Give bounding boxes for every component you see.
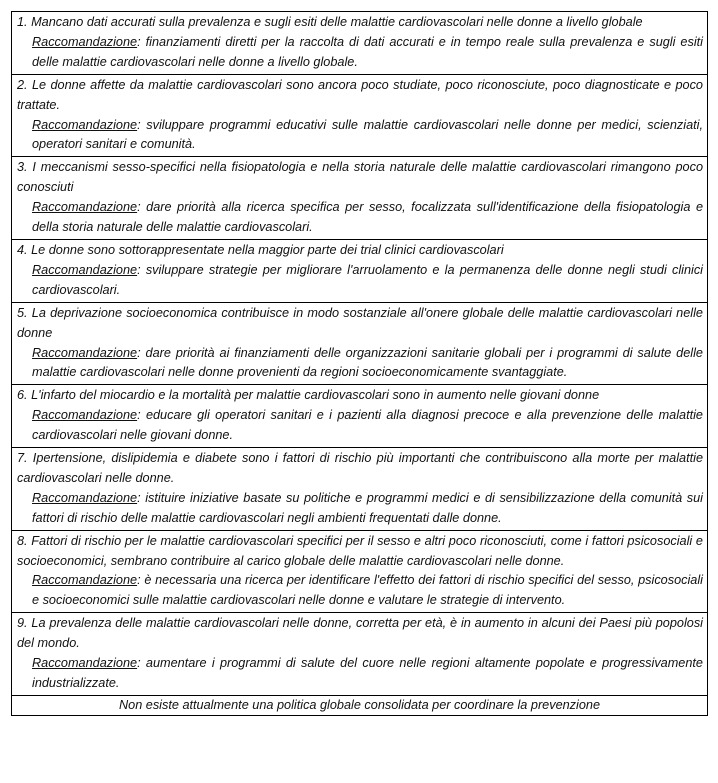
recommendation-text bbox=[17, 654, 703, 694]
recommendation-body: : dare priorità alla ricerca specifica per sesso, focalizzata sull'identificazione della fisiopatologia e della storia naturale delle malattie cardiovascolari. bbox=[32, 200, 703, 235]
finding-text: 8. Fattori di rischio per le malattie cardiovascolari specifici per il sesso e altri poco riconosciuti, come i fattori psicosociali e socioeconomici, sembrano contribuire al carico globale delle malattie cardiovascolari nelle donne. bbox=[17, 533, 703, 568]
finding-text: 6. L'infarto del miocardio e la mortalità per malattie cardiovascolari sono in aumento nelle giovani donne bbox=[17, 388, 600, 403]
table-row bbox=[12, 240, 707, 303]
finding-text: 5. La deprivazione socioeconomica contribuisce in modo sostanziale all'onere globale delle malattie cardiovascolari nelle donne bbox=[17, 305, 703, 340]
recommendation-label: Raccomandazione bbox=[32, 200, 138, 215]
recommendation-body: : educare gli operatori sanitari e i pazienti alla diagnosi precoce e alla prevenzione delle malattie cardiovascolari nelle giovani donne. bbox=[32, 408, 703, 443]
recommendation-label: Raccomandazione bbox=[32, 656, 138, 671]
table-row bbox=[12, 12, 707, 75]
recommendation-text bbox=[17, 116, 703, 156]
table-row bbox=[12, 385, 707, 448]
recommendation-body: : sviluppare programmi educativi sulle malattie cardiovascolari nelle donne per medici, scienziati, operatori sanitari e comunità. bbox=[32, 117, 703, 152]
recommendation-label: Raccomandazione bbox=[32, 117, 138, 132]
table-row bbox=[12, 75, 707, 158]
recommendation-body: : dare priorità ai finanziamenti delle organizzazioni sanitarie globali per i programmi di salute delle malattie cardiovascolari nelle donne provenienti da regioni socioeconomicamente svantaggiate. bbox=[32, 345, 703, 380]
table-row bbox=[12, 531, 707, 614]
table-footer: Non esiste attualmente una politica globale consolidata per coordinare la prevenzione bbox=[118, 697, 601, 712]
recommendations-table bbox=[11, 11, 708, 716]
recommendation-text bbox=[17, 489, 703, 529]
finding-text: 7. Ipertensione, dislipidemia e diabete sono i fattori di rischio più importanti che contribuiscono alla morte per malattie cardiovascolari nelle donne. bbox=[17, 451, 703, 485]
table-row bbox=[12, 448, 707, 531]
recommendation-body: : sviluppare strategie per migliorare l'arruolamento e la permanenza delle donne negli studi clinici cardiovascolari. bbox=[32, 262, 703, 297]
table-row bbox=[12, 157, 707, 240]
recommendation-text bbox=[17, 33, 703, 73]
recommendation-body: : è necessaria una ricerca per identificare l'effetto dei fattori di rischio specifici del sesso, psicosociali e socioeconomici sulle malattie cardiovascolari nelle donne e valutare le strategie di intervento. bbox=[32, 573, 703, 608]
recommendation-text bbox=[17, 261, 703, 301]
recommendation-label: Raccomandazione bbox=[32, 262, 138, 277]
recommendation-text bbox=[17, 344, 703, 384]
table-row bbox=[12, 303, 707, 386]
recommendation-label: Raccomandazione bbox=[32, 345, 138, 360]
recommendation-body: : aumentare i programmi di salute del cuore nelle regioni altamente popolate e progressivamente industrializzate. bbox=[32, 656, 703, 690]
recommendation-label: Raccomandazione bbox=[32, 573, 138, 588]
recommendation-label: Raccomandazione bbox=[32, 34, 138, 49]
finding-text: 2. Le donne affette da malattie cardiovascolari sono ancora poco studiate, poco riconosciute, poco diagnosticate e poco trattate. bbox=[17, 77, 703, 112]
recommendation-label: Raccomandazione bbox=[32, 490, 138, 505]
recommendation-body: : finanziamenti diretti per la raccolta di dati accurati e in tempo reale sulla prevalenza e sugli esiti delle malattie cardiovascolari nelle donne a livello globale. bbox=[32, 34, 703, 69]
finding-text: 1. Mancano dati accurati sulla prevalenza e sugli esiti delle malattie cardiovascolari nelle donne a livello globale bbox=[17, 15, 643, 29]
table-row bbox=[12, 613, 707, 696]
recommendation-text bbox=[17, 198, 703, 238]
recommendation-text bbox=[17, 571, 703, 611]
finding-text: 9. La prevalenza delle malattie cardiovascolari nelle donne, corretta per età, è in aumento in alcuni dei Paesi più popolosi del mondo. bbox=[17, 616, 703, 651]
finding-text: 4. Le donne sono sottorappresentate nella maggior parte dei trial clinici cardiovascolari bbox=[17, 242, 504, 257]
recommendation-label: Raccomandazione bbox=[32, 408, 138, 423]
recommendation-body: : istituire iniziative basate su politiche e programmi medici e di sensibilizzazione della comunità sui fattori di rischio delle malattie cardiovascolari negli ambienti frequentati dalle donne. bbox=[32, 490, 703, 525]
recommendation-text bbox=[17, 406, 703, 446]
finding-text: 3. I meccanismi sesso-specifici nella fisiopatologia e nella storia naturale delle malattie cardiovascolari rimangono poco conosciuti bbox=[17, 160, 703, 195]
